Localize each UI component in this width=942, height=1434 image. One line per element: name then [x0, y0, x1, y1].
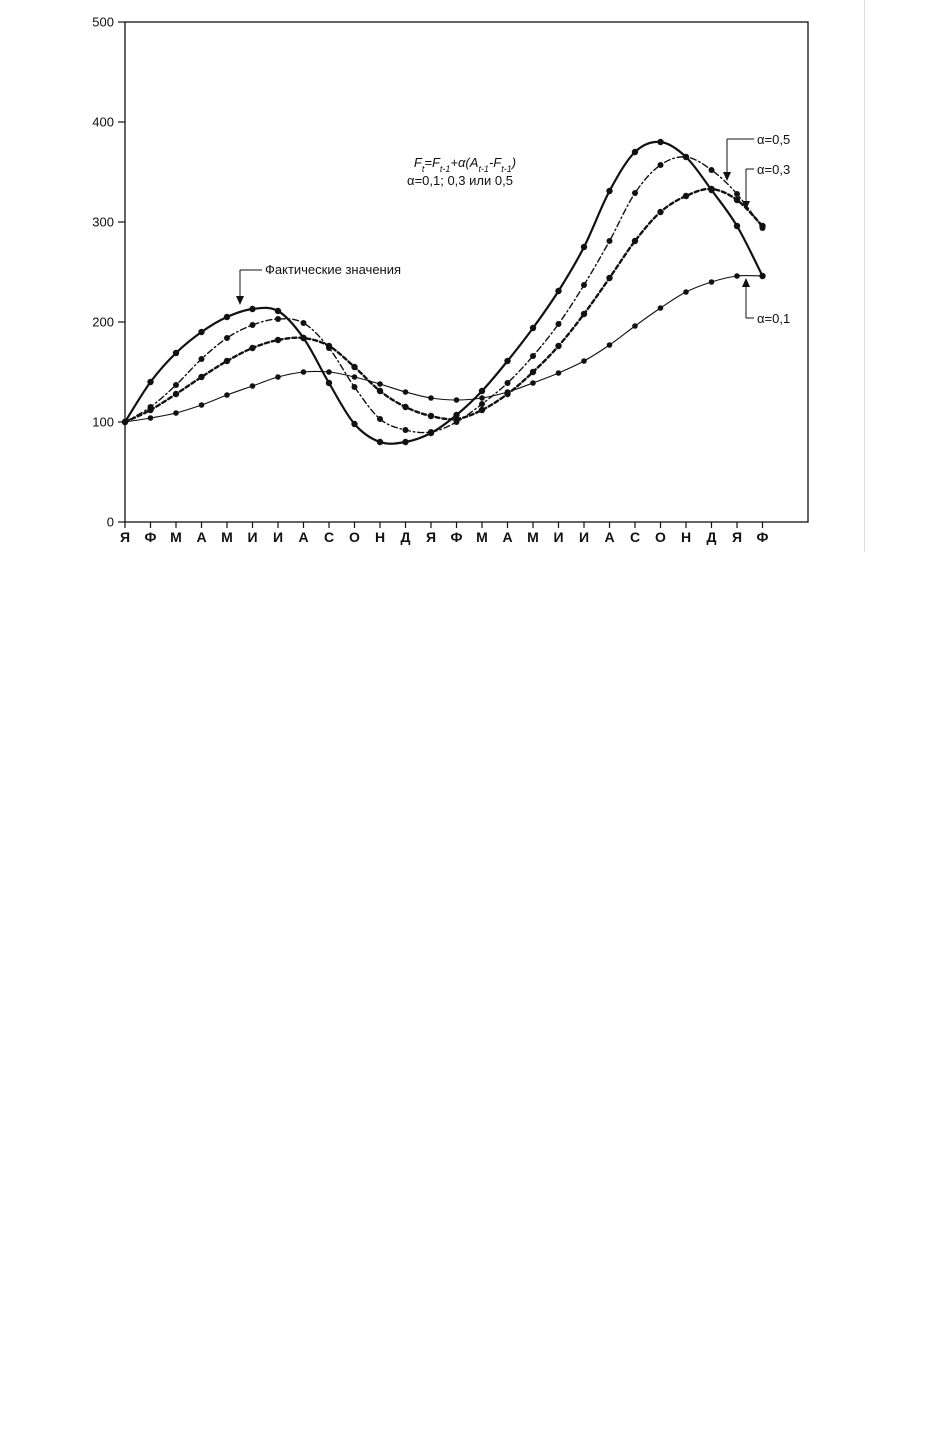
data-point — [709, 167, 715, 173]
data-point — [632, 149, 638, 155]
data-point — [734, 197, 740, 203]
data-point — [198, 329, 204, 335]
data-point — [658, 305, 664, 311]
data-point — [581, 358, 587, 364]
data-point — [479, 401, 485, 407]
data-point — [249, 345, 255, 351]
data-point — [530, 380, 536, 386]
data-point — [734, 273, 740, 279]
data-point — [581, 282, 587, 288]
data-point — [504, 358, 510, 364]
data-point — [632, 323, 638, 329]
plot-frame — [125, 22, 808, 522]
data-point — [428, 395, 434, 401]
data-point — [683, 154, 689, 160]
data-point — [632, 238, 638, 244]
data-point — [632, 190, 638, 196]
series-line-alpha-05 — [125, 157, 763, 433]
x-tick-label: О — [655, 529, 666, 545]
x-tick-label: М — [476, 529, 488, 545]
data-point — [708, 186, 714, 192]
data-point — [147, 407, 153, 413]
data-point — [479, 388, 485, 394]
x-tick-label: И — [247, 529, 258, 545]
data-point — [198, 374, 204, 380]
x-tick-label: Д — [706, 529, 717, 545]
data-point — [530, 369, 536, 375]
data-point — [454, 397, 460, 403]
data-point — [403, 427, 409, 433]
y-tick-label: 300 — [92, 214, 114, 230]
x-tick-label: М — [527, 529, 539, 545]
data-point — [402, 404, 408, 410]
data-point — [275, 316, 281, 322]
data-point — [505, 380, 511, 386]
formula-line-1: $F_t=F_{t-1}+\alpha(A_{t-1}-F_{t-1})$ — [413, 155, 517, 174]
data-point — [606, 275, 612, 281]
y-axis — [92, 15, 125, 530]
x-tick-label: Д — [400, 529, 411, 545]
data-point — [147, 379, 153, 385]
data-point — [658, 162, 664, 168]
data-point — [657, 139, 663, 145]
data-point — [301, 369, 307, 375]
data-point — [224, 314, 230, 320]
data-point — [199, 356, 205, 362]
data-point — [326, 380, 332, 386]
data-point — [351, 421, 357, 427]
data-point — [224, 392, 230, 398]
label-alpha-01-text: α=0,1 — [757, 311, 791, 326]
formula-line-2: α=0,1; 0,3 или 0,5 — [407, 173, 513, 188]
data-point — [683, 289, 689, 295]
data-point — [326, 369, 332, 375]
data-point — [173, 410, 179, 416]
data-point — [428, 413, 434, 419]
data-point — [428, 429, 434, 435]
data-point — [377, 439, 383, 445]
data-point — [301, 320, 307, 326]
data-point — [607, 342, 613, 348]
data-point — [250, 322, 256, 328]
x-tick-label: О — [349, 529, 360, 545]
x-tick-label: Ф — [144, 529, 157, 545]
data-point — [556, 370, 562, 376]
data-point — [250, 383, 256, 389]
data-point — [530, 325, 536, 331]
x-tick-label: Н — [680, 529, 692, 545]
data-point — [352, 374, 358, 380]
data-point — [173, 382, 179, 388]
data-point — [734, 223, 740, 229]
x-tick-label: С — [629, 529, 641, 545]
x-tick-label: А — [502, 529, 513, 545]
data-point — [249, 306, 255, 312]
label-alpha-03-text: α=0,3 — [757, 162, 791, 177]
data-point — [199, 402, 205, 408]
data-point — [275, 308, 281, 314]
data-point — [555, 343, 561, 349]
data-point — [352, 384, 358, 390]
data-point — [505, 389, 511, 395]
data-point — [530, 353, 536, 359]
data-point — [300, 335, 306, 341]
label-alpha-01 — [742, 278, 790, 326]
x-tick-label: И — [553, 529, 564, 545]
x-tick-label: Ф — [756, 529, 769, 545]
y-tick-label: 200 — [92, 314, 114, 330]
x-tick-label: Ф — [450, 529, 463, 545]
data-point — [148, 415, 154, 421]
x-tick-label: Н — [374, 529, 386, 545]
data-point — [351, 364, 357, 370]
data-point — [581, 311, 587, 317]
y-tick-label: 500 — [92, 14, 114, 30]
data-point — [173, 350, 179, 356]
label-alpha-03 — [742, 162, 790, 210]
series-line-alpha-01 — [125, 276, 763, 422]
label-actual — [236, 262, 401, 305]
data-point — [657, 209, 663, 215]
data-point — [479, 407, 485, 413]
data-point — [759, 223, 765, 229]
data-point — [683, 193, 689, 199]
data-point — [555, 288, 561, 294]
x-tick-label: Я — [425, 529, 437, 545]
data-point — [581, 244, 587, 250]
data-point — [403, 389, 409, 395]
data-point — [275, 374, 281, 380]
data-point — [377, 381, 383, 387]
x-tick-label: С — [323, 529, 335, 545]
x-tick-label: Я — [731, 529, 743, 545]
x-tick-label: Я — [119, 529, 131, 545]
y-tick-label: 100 — [92, 414, 114, 430]
x-tick-label: М — [170, 529, 182, 545]
data-point — [453, 416, 459, 422]
x-tick-label: А — [298, 529, 309, 545]
label-actual-text: Фактические значения — [265, 262, 402, 277]
x-tick-label: А — [196, 529, 207, 545]
label-alpha-05-text: α=0,5 — [757, 132, 791, 147]
data-point — [275, 337, 281, 343]
data-point — [734, 191, 740, 197]
y-tick-label: 0 — [106, 514, 114, 530]
data-point — [122, 419, 128, 425]
x-tick-label: И — [272, 529, 284, 545]
data-point — [377, 388, 383, 394]
data-point — [607, 238, 613, 244]
x-tick-label: М — [221, 529, 233, 545]
x-tick-label: И — [578, 529, 590, 545]
data-point — [556, 321, 562, 327]
data-point — [173, 391, 179, 397]
x-tick-label: А — [604, 529, 615, 545]
data-point — [606, 188, 612, 194]
data-point — [377, 416, 383, 422]
x-axis — [120, 522, 769, 545]
data-point — [402, 439, 408, 445]
data-point — [326, 343, 332, 349]
series-line-alpha-03 — [125, 189, 763, 422]
data-point — [224, 358, 230, 364]
data-point — [760, 273, 766, 279]
data-point — [479, 395, 485, 401]
data-point — [224, 335, 230, 341]
y-tick-label: 400 — [92, 114, 114, 130]
data-point — [709, 279, 715, 285]
